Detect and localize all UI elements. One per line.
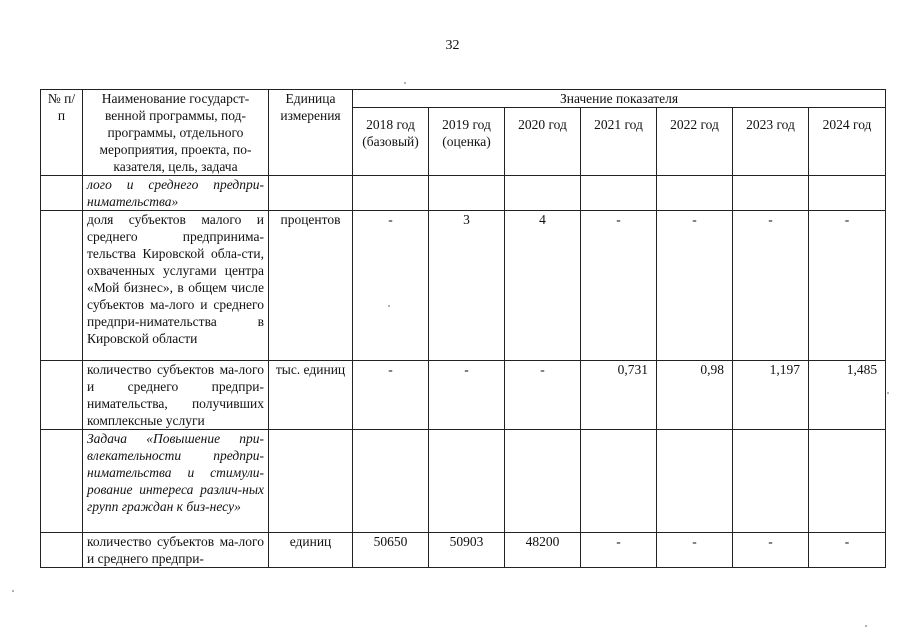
row-value: - — [733, 211, 809, 361]
row-value: - — [353, 361, 429, 430]
row-value — [581, 430, 657, 533]
table-row — [41, 176, 886, 211]
table-row — [41, 533, 886, 568]
row-name: лого и среднего предпри-нимательства» — [83, 176, 269, 211]
header-unit: Единица измерения — [269, 90, 353, 176]
row-value: - — [733, 533, 809, 568]
row-unit: процентов — [269, 211, 353, 361]
scan-artifact — [887, 392, 889, 394]
row-num — [41, 361, 83, 430]
row-value — [353, 176, 429, 211]
row-value: 48200 — [505, 533, 581, 568]
header-year-note: (оценка) — [442, 134, 491, 149]
row-value — [657, 430, 733, 533]
row-name: количество субъектов ма-лого и среднего предпри- — [83, 533, 269, 568]
header-year-label: 2022 год — [670, 117, 719, 132]
header-num: № п/п — [41, 90, 83, 176]
row-name: Задача «Повышение при-влекательности предпри-нимательства и стимули-рование интереса различ-ных групп граждан к биз-несу» — [83, 430, 269, 533]
header-year — [581, 108, 657, 176]
row-value: - — [353, 211, 429, 361]
scan-artifact — [12, 590, 14, 592]
row-value: 4 — [505, 211, 581, 361]
row-num — [41, 430, 83, 533]
row-unit — [269, 176, 353, 211]
header-year — [657, 108, 733, 176]
row-value: 50650 — [353, 533, 429, 568]
table-row — [41, 361, 886, 430]
page-number: 32 — [445, 38, 460, 53]
header-values-group: Значение показателя — [353, 90, 886, 108]
row-name: доля субъектов малого и среднего предпринима-тельства Кировской обла-сти, охваченных услугами центра «Мой бизнес», в общем числе субъектов ма-лого и среднего предпри-нимательства в Кировской области — [83, 211, 269, 361]
row-unit: единиц — [269, 533, 353, 568]
row-value: - — [809, 533, 886, 568]
row-value: - — [429, 361, 505, 430]
row-value: 0,731 — [581, 361, 657, 430]
row-num — [41, 211, 83, 361]
header-year-label: 2019 год — [442, 117, 491, 132]
row-value — [353, 430, 429, 533]
row-value: 1,485 — [809, 361, 886, 430]
row-value: 50903 — [429, 533, 505, 568]
header-year — [733, 108, 809, 176]
row-unit — [269, 430, 353, 533]
row-value: 3 — [429, 211, 505, 361]
header-year-note: (базовый) — [362, 134, 419, 149]
header-year-label: 2021 год — [594, 117, 643, 132]
row-num — [41, 176, 83, 211]
row-value: - — [657, 533, 733, 568]
header-year — [353, 108, 429, 176]
header-year-label: 2018 год — [366, 117, 415, 132]
row-num — [41, 533, 83, 568]
row-value — [429, 176, 505, 211]
header-year — [505, 108, 581, 176]
indicators-table — [40, 89, 886, 568]
header-year — [429, 108, 505, 176]
row-value: - — [657, 211, 733, 361]
row-value — [505, 176, 581, 211]
row-value — [505, 430, 581, 533]
table-row — [41, 430, 886, 533]
row-value: - — [581, 211, 657, 361]
table-row — [41, 211, 886, 361]
row-value — [809, 430, 886, 533]
row-value — [581, 176, 657, 211]
scan-artifact — [404, 82, 406, 84]
header-name: Наименование государст-венной программы, под-программы, отдельного мероприятия, проекта, по-казателя, цель, задача — [83, 90, 269, 176]
scan-artifact — [388, 305, 390, 307]
row-value — [657, 176, 733, 211]
header-year-label: 2024 год — [822, 117, 872, 132]
row-value — [733, 176, 809, 211]
row-value — [733, 430, 809, 533]
scan-artifact — [865, 625, 867, 627]
row-value: - — [505, 361, 581, 430]
header-year — [809, 108, 886, 176]
header-year-label: 2023 год — [746, 117, 795, 132]
row-value: 1,197 — [733, 361, 809, 430]
row-value: - — [809, 211, 886, 361]
row-value: 0,98 — [657, 361, 733, 430]
header-year-label: 2020 год — [518, 117, 567, 132]
row-value — [809, 176, 886, 211]
row-value: - — [581, 533, 657, 568]
row-unit: тыс. единиц — [269, 361, 353, 430]
row-value — [429, 430, 505, 533]
row-name: количество субъектов ма-лого и среднего предпри-нимательства, получивших комплексные услуги — [83, 361, 269, 430]
